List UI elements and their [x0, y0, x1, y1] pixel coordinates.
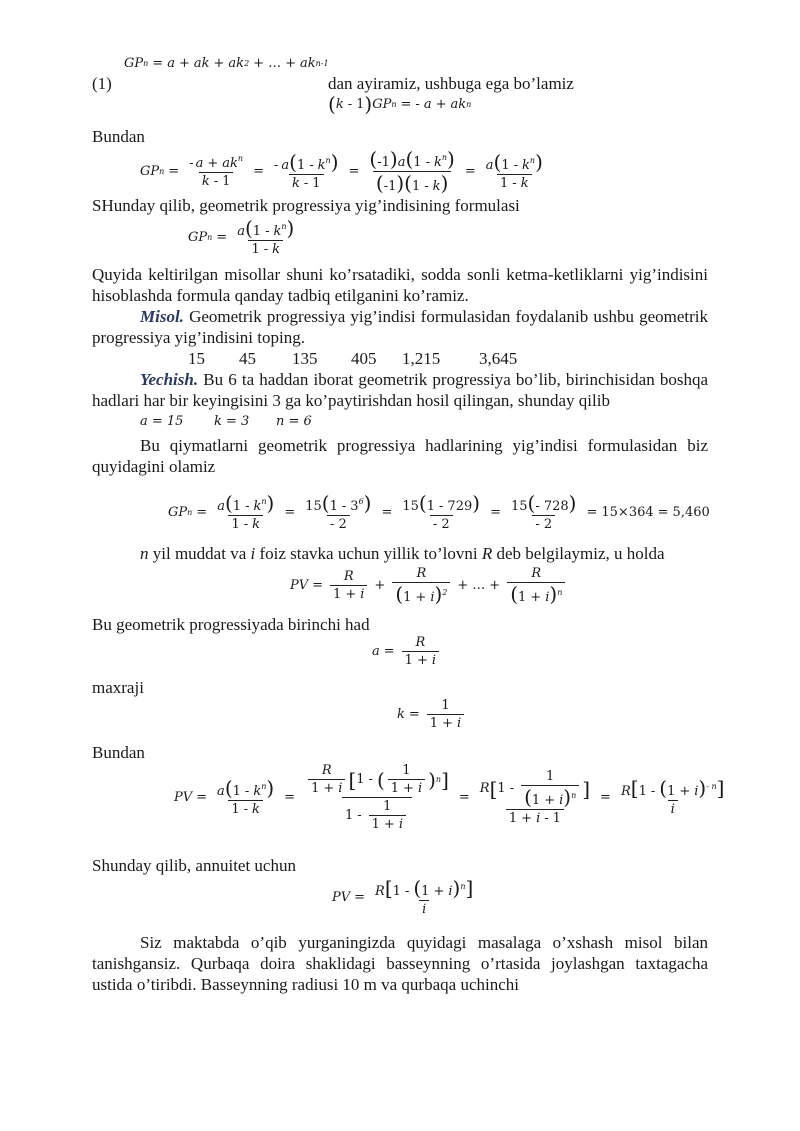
sequence-term: 3,645 — [479, 349, 518, 368]
sequence-term: 15 — [188, 349, 205, 368]
var-n: n — [140, 544, 149, 563]
calc-block — [168, 477, 708, 543]
formula-k-block — [92, 698, 708, 742]
formula-gp-expansion: GP n = a + ak + ak 2 + … + ak n-1 — [124, 56, 329, 71]
substitute-paragraph: Bu qiymatlarni geometrik progressiya hadlarining yig’indisi formulasidan biz quyidagini olamiz — [92, 436, 708, 476]
last-paragraph: Siz maktabda o’qib yurganingizda quyidagi masalaga o’xshash misol bilan tanishgansiz. Qurbaqa doira shaklidagi basseynning o’rtasida joylashgan taxtagacha ustida o’tiribdi. Basseynning radiusi 10 m va qurbaqa uchinchi — [92, 933, 708, 994]
misol-paragraph — [92, 306, 708, 348]
annuity-intro-paragraph — [92, 543, 708, 564]
examples-paragraph: Quyida keltirilgan misollar shuni ko’rsatadiki, sodda sonli ketma-ketliklarni yig’indisini hisoblashda formula qanday tadbiq etilganini ko’ramiz. — [92, 265, 708, 305]
bundan-label-1: Bundan — [92, 127, 145, 146]
params-row — [140, 411, 708, 435]
sequence-term: 135 — [292, 349, 318, 368]
annuity-intro-text-1: yil muddat va — [148, 544, 251, 563]
ratio-text: maxraji — [92, 678, 144, 697]
formula-chain-expression: GP n = $\frac{- a + ak^n}{k - 1}$ = $\frac{- a(1 - k^n)}{k - 1}$ = $\frac{(-1)a(1 - k^n)}{(-1)(1 - k)}$ = $\frac{a(1 - k^n)}{1 - k}$ — [140, 147, 543, 195]
annuity-intro-text-3: deb belgilaymiz, u holda — [492, 544, 665, 563]
equation-marker: (1) — [92, 74, 112, 93]
formula-a: a = $\frac{R}{1 + i}$ — [372, 635, 442, 668]
formula-chain — [140, 147, 708, 195]
param-k: k = 3 — [214, 414, 250, 429]
yechish-paragraph — [92, 369, 708, 411]
bundan-label-2: Bundan — [92, 743, 145, 762]
sequence-term: 45 — [239, 349, 256, 368]
intro-block — [92, 52, 708, 100]
annuity-intro-text-2: foiz stavka uchun yillik to’lovni — [255, 544, 482, 563]
intro-text: dan ayiramiz, ushbuga ega bo’lamiz — [328, 74, 574, 93]
var-i: i — [250, 544, 256, 563]
yechish-label: Yechish. — [140, 370, 199, 389]
pv-chain-formula: PV = $\frac{a(1 - k^n)}{1 - k}$ = $\frac{R}{1 + i}$ [ 1 - ( $\frac{1}{1 + i}$ ) n ] 1 - $\frac{1}{1 + i}$ = R [ 1 - $\frac{1}{(1 + i)^n}$ ] 1 + i - 1 = $\frac{R[1 - (1 + i)^{- n}]}{i}$ — [174, 763, 725, 832]
annuity-text: Shunday qilib, annuitet uchun — [92, 856, 296, 875]
gp-sum-formula: GP n = $\frac{a(1 - k^n)}{1 - k}$ — [188, 216, 295, 257]
pv-sum-formula: PV = $\frac{R}{1 + i}$ + $\frac{R}{(1 + i)^2}$ + … + $\frac{R}{(1 + i)^n}$ — [290, 566, 568, 605]
var-r: R — [481, 544, 493, 563]
pv-sum-block — [92, 564, 708, 614]
sequence-term: 405 — [351, 349, 377, 368]
sequence-row — [92, 348, 708, 369]
document-page — [92, 52, 725, 995]
formula-a-block — [92, 635, 708, 677]
pv-chain-block — [174, 763, 725, 855]
calc-formula: GP n = $\frac{a(1 - k^n)}{1 - k}$ = $\frac{15(1 - 3^6)}{- 2}$ = $\frac{15(1 - 729)}{- 2}$ = $\frac{15(- 728)}{- 2}$ = 15×364 = 5,460 — [168, 491, 710, 532]
misol-label: Misol. — [140, 307, 184, 326]
param-n: n = 6 — [276, 414, 312, 429]
formula-k: k = $\frac{1}{1 + i}$ — [397, 698, 467, 731]
pv-final-formula: PV = $\frac{R[1 - (1 + i)^n]}{i}$ — [332, 876, 474, 917]
yechish-text: Bu 6 ta haddan iborat geometrik progressiya bo’lib, birinchisidan boshqa hadlari har bir keyingisini 3 ga ko’paytirishdan hosil qilingan, shunday qilib — [92, 370, 708, 410]
intro-formula2-block — [92, 92, 708, 126]
gp-formula-block — [188, 216, 708, 264]
misol-text: Geometrik progressiya yig’indisi formulasidan foydalanib ushbu geometrik progressiya yig’indisini toping. — [92, 307, 708, 347]
formula-k-minus-1-gp: ( k - 1 ) GP n = - a + ak n — [328, 92, 472, 116]
first-term-text: Bu geometrik progressiyada birinchi had — [92, 615, 370, 634]
sum-formula-text: SHunday qilib, geometrik progressiya yig’indisining formulasi — [92, 196, 520, 215]
param-a: a = 15 — [140, 414, 184, 429]
pv-final-block — [92, 876, 708, 932]
sequence-term: 1,215 — [402, 349, 441, 368]
